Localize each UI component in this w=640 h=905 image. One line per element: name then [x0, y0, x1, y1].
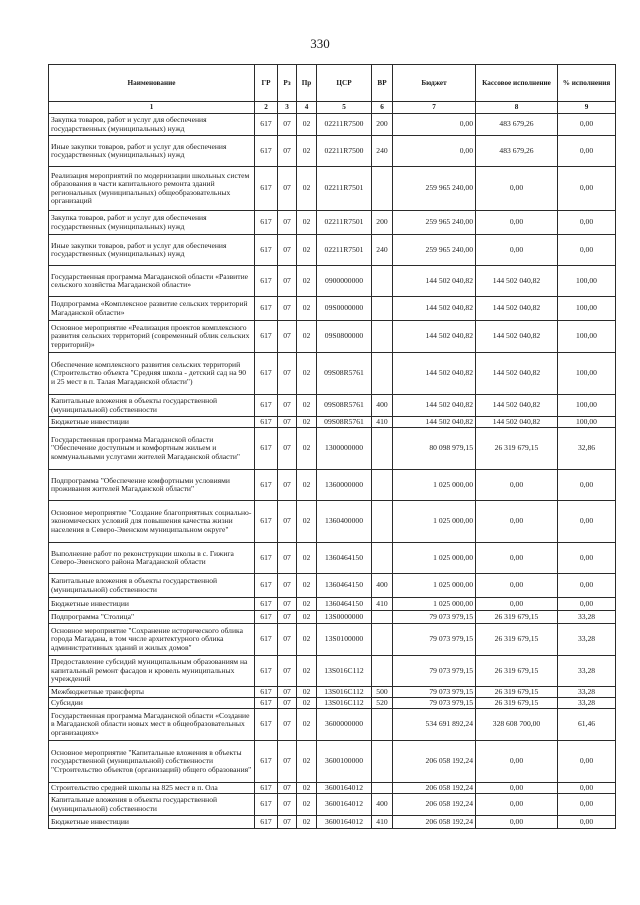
cell-csr: 1360464150	[317, 543, 372, 574]
cell-budget: 0,00	[393, 136, 476, 167]
cell-gr: 617	[255, 114, 278, 136]
cell-rz: 07	[278, 321, 297, 353]
cell-cash: 144 502 040,82	[476, 395, 558, 417]
cell-csr: 13S0000000	[317, 611, 372, 624]
cell-rz: 07	[278, 816, 297, 829]
column-number-row	[49, 102, 616, 114]
cell-gr: 617	[255, 235, 278, 266]
cell-cash: 144 502 040,82	[476, 297, 558, 321]
cell-rz: 07	[278, 709, 297, 741]
cell-pct: 33,28	[558, 656, 616, 687]
cell-vr	[372, 741, 393, 783]
cell-rz: 07	[278, 297, 297, 321]
cell-vr	[372, 266, 393, 297]
cell-name: Подпрограмма "Обеспечение комфортными условиями проживания жителей Магаданской области"	[49, 470, 255, 501]
cell-pct: 33,28	[558, 624, 616, 656]
cell-pct: 100,00	[558, 297, 616, 321]
cell-csr: 1360464150	[317, 598, 372, 611]
header-vr: ВР	[372, 65, 393, 102]
cell-pr: 02	[297, 297, 317, 321]
cell-name: Иные закупки товаров, работ и услуг для обеспечения государственных (муниципальных) нужд	[49, 136, 255, 167]
table-row	[49, 501, 616, 543]
cell-gr: 617	[255, 794, 278, 816]
cell-budget: 144 502 040,82	[393, 395, 476, 417]
cell-rz: 07	[278, 656, 297, 687]
table-row	[49, 816, 616, 829]
cell-pr: 02	[297, 235, 317, 266]
cell-vr	[372, 470, 393, 501]
cell-pct: 0,00	[558, 235, 616, 266]
cell-name: Закупка товаров, работ и услуг для обеспечения государственных (муниципальных) нужд	[49, 114, 255, 136]
table-row	[49, 783, 616, 794]
cell-pct: 0,00	[558, 741, 616, 783]
table-row	[49, 709, 616, 741]
cell-rz: 07	[278, 395, 297, 417]
cell-pct: 0,00	[558, 783, 616, 794]
cell-cash: 0,00	[476, 235, 558, 266]
cell-pr: 02	[297, 543, 317, 574]
cell-name: Межбюджетные трансферты	[49, 687, 255, 698]
column-number: 4	[297, 102, 317, 114]
cell-name: Капитальные вложения в объекты государственной (муниципальной) собственности	[49, 395, 255, 417]
cell-csr: 02211R7500	[317, 114, 372, 136]
cell-vr	[372, 624, 393, 656]
cell-budget: 1 025 000,00	[393, 543, 476, 574]
table-row	[49, 417, 616, 428]
cell-csr: 1300000000	[317, 428, 372, 470]
cell-vr: 410	[372, 816, 393, 829]
table-row	[49, 297, 616, 321]
cell-cash: 144 502 040,82	[476, 417, 558, 428]
cell-pr: 02	[297, 598, 317, 611]
cell-pct: 0,00	[558, 816, 616, 829]
cell-pct: 61,46	[558, 709, 616, 741]
cell-gr: 617	[255, 266, 278, 297]
cell-rz: 07	[278, 783, 297, 794]
cell-vr: 200	[372, 211, 393, 235]
cell-budget: 80 098 979,15	[393, 428, 476, 470]
cell-cash: 26 319 679,15	[476, 611, 558, 624]
cell-rz: 07	[278, 470, 297, 501]
cell-name: Основное мероприятие «Реализация проектов комплексного развития сельских территорий (современный облик сельских территорий)»	[49, 321, 255, 353]
cell-budget: 144 502 040,82	[393, 353, 476, 395]
cell-name: Капитальные вложения в объекты государственной (муниципальной) собственности	[49, 574, 255, 598]
cell-rz: 07	[278, 501, 297, 543]
cell-vr	[372, 501, 393, 543]
column-number: 8	[476, 102, 558, 114]
cell-gr: 617	[255, 353, 278, 395]
table-row	[49, 167, 616, 211]
cell-csr: 3600164012	[317, 816, 372, 829]
cell-name: Иные закупки товаров, работ и услуг для обеспечения государственных (муниципальных) нужд	[49, 235, 255, 266]
cell-rz: 07	[278, 167, 297, 211]
table-row	[49, 741, 616, 783]
cell-rz: 07	[278, 266, 297, 297]
cell-name: Основное мероприятие "Капитальные вложения в объекты государственной (муниципальной) собственности "Строительство объектов (организаций) общего образования"	[49, 741, 255, 783]
cell-csr: 3600164012	[317, 783, 372, 794]
table-row	[49, 543, 616, 574]
header-cash: Кассовое исполнение	[476, 65, 558, 102]
cell-pr: 02	[297, 687, 317, 698]
cell-pct: 100,00	[558, 321, 616, 353]
cell-rz: 07	[278, 235, 297, 266]
table-row	[49, 656, 616, 687]
cell-csr: 1360400000	[317, 501, 372, 543]
cell-pct: 100,00	[558, 395, 616, 417]
cell-pct: 33,28	[558, 611, 616, 624]
table-row	[49, 698, 616, 709]
cell-budget: 206 058 192,24	[393, 816, 476, 829]
cell-gr: 617	[255, 783, 278, 794]
table-row	[49, 624, 616, 656]
cell-pr: 02	[297, 741, 317, 783]
cell-gr: 617	[255, 698, 278, 709]
cell-vr: 410	[372, 598, 393, 611]
header-name: Наименование	[49, 65, 255, 102]
cell-rz: 07	[278, 136, 297, 167]
cell-pct: 0,00	[558, 211, 616, 235]
cell-cash: 0,00	[476, 741, 558, 783]
cell-pct: 100,00	[558, 353, 616, 395]
cell-vr	[372, 656, 393, 687]
cell-name: Подпрограмма "Столица"	[49, 611, 255, 624]
cell-rz: 07	[278, 741, 297, 783]
cell-csr: 09S08R5761	[317, 417, 372, 428]
cell-budget: 144 502 040,82	[393, 266, 476, 297]
cell-cash: 0,00	[476, 211, 558, 235]
cell-cash: 0,00	[476, 783, 558, 794]
cell-budget: 79 073 979,15	[393, 656, 476, 687]
cell-csr: 02211R7501	[317, 167, 372, 211]
cell-cash: 483 679,26	[476, 136, 558, 167]
cell-pr: 02	[297, 624, 317, 656]
cell-pr: 02	[297, 656, 317, 687]
cell-pr: 02	[297, 136, 317, 167]
cell-csr: 3600164012	[317, 794, 372, 816]
cell-vr	[372, 611, 393, 624]
cell-rz: 07	[278, 353, 297, 395]
cell-gr: 617	[255, 611, 278, 624]
cell-gr: 617	[255, 167, 278, 211]
cell-gr: 617	[255, 470, 278, 501]
cell-budget: 144 502 040,82	[393, 297, 476, 321]
cell-cash: 26 319 679,15	[476, 687, 558, 698]
header-pr: Пр	[297, 65, 317, 102]
cell-pct: 0,00	[558, 167, 616, 211]
cell-name: Основное мероприятие "Создание благоприятных социально-экономических условий для повышения качества жизни населения в Северо-Эвенском муниципальном округе"	[49, 501, 255, 543]
cell-rz: 07	[278, 598, 297, 611]
cell-vr: 400	[372, 395, 393, 417]
header-pct: % исполнения	[558, 65, 616, 102]
cell-pct: 33,28	[558, 698, 616, 709]
cell-cash: 0,00	[476, 598, 558, 611]
cell-name: Обеспечение комплексного развития сельских территорий (Строительство объекта "Средняя школа - детский сад на 90 и 25 мест в п. Талая Магаданской области")	[49, 353, 255, 395]
cell-name: Закупка товаров, работ и услуг для обеспечения государственных (муниципальных) нужд	[49, 211, 255, 235]
cell-pr: 02	[297, 611, 317, 624]
cell-vr: 240	[372, 136, 393, 167]
cell-pr: 02	[297, 709, 317, 741]
cell-name: Государственная программа Магаданской области "Обеспечение доступным и комфортным жильем и коммунальными услугами жителей Магаданской области"	[49, 428, 255, 470]
cell-csr: 3600000000	[317, 709, 372, 741]
cell-name: Строительство средней школы на 825 мест в п. Ола	[49, 783, 255, 794]
cell-vr: 200	[372, 114, 393, 136]
table-row	[49, 574, 616, 598]
cell-budget: 1 025 000,00	[393, 598, 476, 611]
cell-pr: 02	[297, 353, 317, 395]
cell-vr: 500	[372, 687, 393, 698]
cell-csr: 02211R7500	[317, 136, 372, 167]
cell-pr: 02	[297, 816, 317, 829]
cell-gr: 617	[255, 656, 278, 687]
cell-budget: 79 073 979,15	[393, 698, 476, 709]
cell-pct: 0,00	[558, 136, 616, 167]
cell-cash: 26 319 679,15	[476, 698, 558, 709]
cell-vr: 400	[372, 574, 393, 598]
cell-pr: 02	[297, 167, 317, 211]
cell-pct: 0,00	[558, 794, 616, 816]
cell-budget: 259 965 240,00	[393, 235, 476, 266]
cell-pct: 0,00	[558, 598, 616, 611]
cell-rz: 07	[278, 114, 297, 136]
header-rz: Рз	[278, 65, 297, 102]
cell-vr: 400	[372, 794, 393, 816]
column-number: 6	[372, 102, 393, 114]
column-number: 3	[278, 102, 297, 114]
header-budget: Бюджет	[393, 65, 476, 102]
cell-rz: 07	[278, 794, 297, 816]
cell-budget: 206 058 192,24	[393, 794, 476, 816]
cell-name: Государственная программа Магаданской области «Развитие сельского хозяйства Магаданской области»	[49, 266, 255, 297]
cell-csr: 09S08R5761	[317, 395, 372, 417]
cell-budget: 1 025 000,00	[393, 574, 476, 598]
cell-pct: 100,00	[558, 266, 616, 297]
cell-budget: 206 058 192,24	[393, 783, 476, 794]
cell-rz: 07	[278, 574, 297, 598]
header-gr: ГР	[255, 65, 278, 102]
table-row	[49, 687, 616, 698]
cell-pr: 02	[297, 417, 317, 428]
cell-gr: 617	[255, 211, 278, 235]
cell-pr: 02	[297, 698, 317, 709]
cell-rz: 07	[278, 687, 297, 698]
cell-cash: 144 502 040,82	[476, 353, 558, 395]
cell-cash: 26 319 679,15	[476, 656, 558, 687]
cell-vr: 240	[372, 235, 393, 266]
cell-vr	[372, 353, 393, 395]
cell-csr: 1360000000	[317, 470, 372, 501]
cell-gr: 617	[255, 501, 278, 543]
cell-pr: 02	[297, 574, 317, 598]
cell-budget: 0,00	[393, 114, 476, 136]
cell-csr: 09S0800000	[317, 321, 372, 353]
cell-pct: 0,00	[558, 543, 616, 574]
cell-budget: 79 073 979,15	[393, 687, 476, 698]
cell-vr	[372, 321, 393, 353]
cell-gr: 617	[255, 297, 278, 321]
cell-name: Субсидии	[49, 698, 255, 709]
column-number: 5	[317, 102, 372, 114]
column-number: 9	[558, 102, 616, 114]
cell-pct: 0,00	[558, 470, 616, 501]
cell-csr: 13S016C112	[317, 656, 372, 687]
cell-pr: 02	[297, 211, 317, 235]
table-row	[49, 136, 616, 167]
column-number: 1	[49, 102, 255, 114]
cell-gr: 617	[255, 741, 278, 783]
cell-gr: 617	[255, 574, 278, 598]
cell-name: Реализация мероприятий по модернизации школьных систем образования в части капитального ремонта зданий региональных (муниципальных) общеобразовательных организаций	[49, 167, 255, 211]
cell-budget: 79 073 979,15	[393, 624, 476, 656]
cell-pr: 02	[297, 428, 317, 470]
cell-budget: 1 025 000,00	[393, 501, 476, 543]
cell-csr: 3600100000	[317, 741, 372, 783]
cell-budget: 1 025 000,00	[393, 470, 476, 501]
cell-cash: 0,00	[476, 470, 558, 501]
cell-name: Государственная программа Магаданской области «Создание в Магаданской области новых мест в общеобразовательных организациях»	[49, 709, 255, 741]
cell-rz: 07	[278, 428, 297, 470]
cell-budget: 534 691 892,24	[393, 709, 476, 741]
cell-pr: 02	[297, 470, 317, 501]
cell-budget: 144 502 040,82	[393, 321, 476, 353]
table-row	[49, 794, 616, 816]
cell-name: Подпрограмма «Комплексное развитие сельских территорий Магаданской области»	[49, 297, 255, 321]
cell-cash: 0,00	[476, 816, 558, 829]
cell-rz: 07	[278, 611, 297, 624]
table-row	[49, 266, 616, 297]
cell-csr: 13S016C112	[317, 698, 372, 709]
cell-csr: 02211R7501	[317, 211, 372, 235]
cell-pr: 02	[297, 794, 317, 816]
cell-name: Бюджетные инвестиции	[49, 417, 255, 428]
cell-csr: 09S08R5761	[317, 353, 372, 395]
cell-gr: 617	[255, 624, 278, 656]
cell-csr: 02211R7501	[317, 235, 372, 266]
cell-pr: 02	[297, 783, 317, 794]
header-row	[49, 65, 616, 102]
table-row	[49, 395, 616, 417]
cell-vr	[372, 709, 393, 741]
cell-budget: 259 965 240,00	[393, 211, 476, 235]
table-row	[49, 211, 616, 235]
cell-pr: 02	[297, 501, 317, 543]
table-row	[49, 235, 616, 266]
table-row	[49, 321, 616, 353]
cell-csr: 0900000000	[317, 266, 372, 297]
cell-vr	[372, 167, 393, 211]
cell-vr	[372, 543, 393, 574]
table-row	[49, 470, 616, 501]
table-row	[49, 353, 616, 395]
cell-pct: 33,28	[558, 687, 616, 698]
cell-cash: 144 502 040,82	[476, 321, 558, 353]
cell-name: Выполнение работ по реконструкции школы в с. Гижига Северо-Эвенского района Магаданской области	[49, 543, 255, 574]
cell-gr: 617	[255, 816, 278, 829]
cell-vr	[372, 783, 393, 794]
cell-pct: 0,00	[558, 501, 616, 543]
cell-rz: 07	[278, 417, 297, 428]
column-number: 2	[255, 102, 278, 114]
cell-name: Предоставление субсидий муниципальным образованиям на капитальный ремонт фасадов и кровель муниципальных учреждений	[49, 656, 255, 687]
cell-name: Бюджетные инвестиции	[49, 598, 255, 611]
cell-budget: 144 502 040,82	[393, 417, 476, 428]
cell-cash: 0,00	[476, 543, 558, 574]
cell-cash: 0,00	[476, 794, 558, 816]
cell-csr: 09S0000000	[317, 297, 372, 321]
cell-name: Капитальные вложения в объекты государственной (муниципальной) собственности	[49, 794, 255, 816]
cell-cash: 0,00	[476, 574, 558, 598]
cell-pct: 0,00	[558, 114, 616, 136]
cell-budget: 259 965 240,00	[393, 167, 476, 211]
cell-cash: 483 679,26	[476, 114, 558, 136]
table-row	[49, 428, 616, 470]
cell-vr: 520	[372, 698, 393, 709]
cell-gr: 617	[255, 136, 278, 167]
page-number: 330	[310, 36, 330, 51]
cell-gr: 617	[255, 687, 278, 698]
cell-rz: 07	[278, 211, 297, 235]
cell-name: Бюджетные инвестиции	[49, 816, 255, 829]
cell-pr: 02	[297, 395, 317, 417]
header-csr: ЦСР	[317, 65, 372, 102]
cell-rz: 07	[278, 624, 297, 656]
cell-csr: 13S0100000	[317, 624, 372, 656]
cell-budget: 206 058 192,24	[393, 741, 476, 783]
cell-cash: 26 319 679,15	[476, 624, 558, 656]
column-number: 7	[393, 102, 476, 114]
cell-gr: 617	[255, 543, 278, 574]
cell-rz: 07	[278, 698, 297, 709]
cell-pct: 32,86	[558, 428, 616, 470]
cell-cash: 0,00	[476, 167, 558, 211]
cell-pct: 0,00	[558, 574, 616, 598]
cell-gr: 617	[255, 709, 278, 741]
cell-gr: 617	[255, 428, 278, 470]
table-row	[49, 114, 616, 136]
cell-gr: 617	[255, 321, 278, 353]
cell-pr: 02	[297, 266, 317, 297]
cell-pct: 100,00	[558, 417, 616, 428]
cell-csr: 13S016C112	[317, 687, 372, 698]
cell-pr: 02	[297, 321, 317, 353]
cell-name: Основное мероприятие "Сохранение исторического облика города Магадана, в том числе архитектурного облика административных зданий и жилых домов"	[49, 624, 255, 656]
cell-budget: 79 073 979,15	[393, 611, 476, 624]
cell-rz: 07	[278, 543, 297, 574]
cell-vr	[372, 297, 393, 321]
table-row	[49, 598, 616, 611]
table-row	[49, 611, 616, 624]
cell-vr	[372, 428, 393, 470]
cell-gr: 617	[255, 395, 278, 417]
cell-cash: 144 502 040,82	[476, 266, 558, 297]
budget-table	[48, 64, 616, 829]
cell-cash: 26 319 679,15	[476, 428, 558, 470]
cell-gr: 617	[255, 598, 278, 611]
cell-csr: 1360464150	[317, 574, 372, 598]
cell-vr: 410	[372, 417, 393, 428]
cell-pr: 02	[297, 114, 317, 136]
cell-cash: 0,00	[476, 501, 558, 543]
cell-gr: 617	[255, 417, 278, 428]
cell-cash: 328 608 700,00	[476, 709, 558, 741]
